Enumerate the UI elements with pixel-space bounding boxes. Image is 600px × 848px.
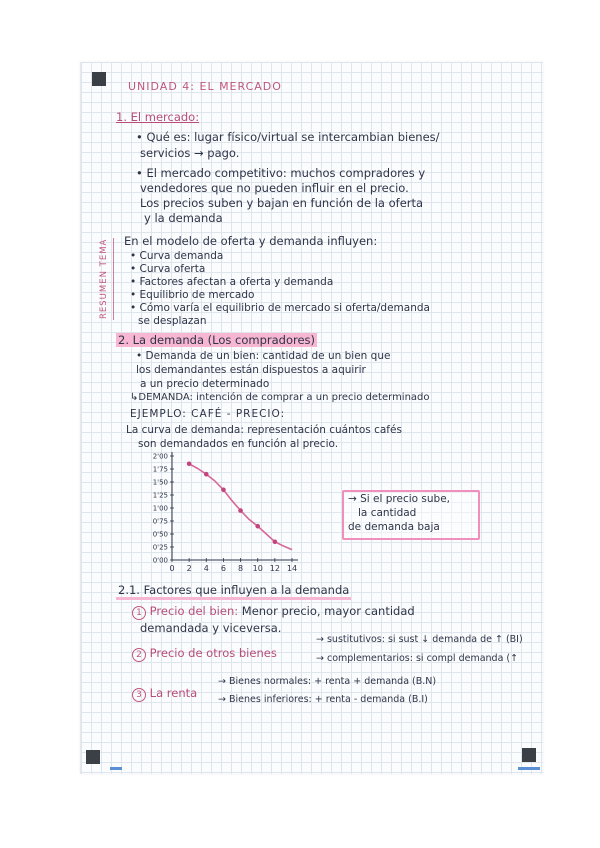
y-tick-label: 1'25 (152, 491, 168, 500)
callout-line1: → Si el precio sube, (348, 493, 451, 505)
chart-curve (189, 464, 292, 550)
y-tick-label: 1'75 (152, 465, 168, 474)
x-tick-label: 4 (203, 564, 209, 573)
callout-line3: de demanda baja (348, 521, 440, 533)
factor-3-title: La renta (149, 686, 198, 700)
s2-line1: • Demanda de un bien: cantidad de un bien que (136, 350, 391, 362)
x-tick-label: 14 (286, 564, 298, 573)
chart-ticks (153, 453, 297, 574)
resumen-item-5: • Cómo varía el equilibrio de mercado si oferta/demanda (130, 302, 430, 314)
s1-bullet2-line4: y la demanda (144, 211, 223, 225)
demand-point (187, 462, 192, 467)
y-tick-label: 0'00 (152, 556, 168, 565)
x-tick-label: 0 (169, 564, 175, 573)
curva-line2: son demandados en función al precio. (138, 438, 339, 450)
resumen-item-6: se desplazan (138, 315, 207, 327)
x-tick-label: 12 (269, 564, 280, 573)
s2-line3: a un precio determinado (140, 378, 270, 390)
factor-1-line2: demandada y viceversa. (140, 621, 282, 635)
callout-box (342, 490, 480, 540)
s2-line4: ↳DEMANDA: intención de comprar a un precio determinado (130, 392, 430, 403)
resumen-item-1: • Curva demanda (130, 250, 224, 262)
corner-marker-bottom-left (86, 750, 100, 764)
corner-marker-bottom-right (522, 748, 536, 762)
y-tick-label: 1'00 (152, 504, 168, 513)
y-tick-label: 2'00 (152, 452, 168, 461)
factor-3-normales: → Bienes normales: + renta + demanda (B.N) (218, 676, 437, 687)
y-tick-label: 1'50 (152, 478, 168, 487)
ejemplo-label: EJEMPLO: CAFÉ - PRECIO: (130, 408, 286, 420)
y-tick-label: 0'75 (152, 517, 168, 526)
section-2-heading-text: 2. La demanda (Los compradores) (118, 333, 316, 347)
blue-mark-right (518, 767, 540, 770)
y-tick-label: 0'25 (152, 543, 168, 552)
s1-bullet2-line1: • El mercado competitivo: muchos compradores y (136, 166, 426, 180)
s1-bullet2-line3: Los precios suben y bajan en función de la oferta (140, 196, 424, 210)
factor-2-sustitutivos: → sustitutivos: si sust ↓ demanda de ↑ (BI) (316, 634, 523, 645)
factor-2-title: Precio de otros bienes (149, 646, 277, 660)
x-tick-label: 8 (238, 564, 244, 573)
resumen-item-2: • Curva oferta (130, 263, 206, 275)
section-2-1-heading-text: 2.1. Factores que influyen a la demanda (116, 583, 351, 600)
factor-3-number: 3 (132, 688, 146, 702)
callout-line2: la cantidad (358, 507, 417, 519)
x-tick-label: 6 (220, 564, 226, 573)
factor-1 (132, 604, 415, 620)
factor-2-number: 2 (132, 648, 146, 662)
demand-curve-line (189, 464, 292, 550)
factor-3-inferiores: → Bienes inferiores: + renta - demanda (B.I) (218, 694, 428, 705)
resumen-item-4: • Equilibrio de mercado (130, 289, 255, 301)
s1-bullet1-line2: servicios → pago. (140, 146, 240, 160)
s1-bullet1-line1: • Qué es: lugar físico/virtual se intercambian bienes/ (136, 130, 440, 144)
factor-1-text: Menor precio, mayor cantidad (241, 604, 415, 618)
demand-point (221, 488, 226, 493)
demand-point (255, 524, 260, 529)
demand-point (238, 508, 243, 513)
demand-curve-chart (140, 448, 310, 580)
s2-line2: los demandantes están dispuestos a aquirir (136, 364, 366, 376)
factor-1-number: 1 (132, 606, 146, 620)
page-title: UNIDAD 4: EL MERCADO (128, 80, 282, 93)
s1-bullet2-line2: vendedores que no pueden influir en el precio. (140, 181, 409, 195)
demand-point (204, 472, 209, 477)
factor-2-complementarios: → complementarios: si compl demanda (↑ (316, 653, 519, 664)
factor-1-title: Precio del bien: (149, 604, 239, 618)
section-1-heading: 1. El mercado: (116, 110, 200, 124)
curva-line1: La curva de demanda: representación cuántos cafés (126, 424, 402, 436)
factor-3 (132, 686, 197, 702)
section-2-1-heading (116, 583, 351, 597)
resumen-side-label: RESUMEN TEMA (99, 238, 114, 320)
section-2-heading (116, 333, 317, 347)
x-tick-label: 2 (186, 564, 192, 573)
factor-2 (132, 646, 277, 662)
resumen-item-3: • Factores afectan a oferta y demanda (130, 276, 334, 288)
x-tick-label: 10 (252, 564, 263, 573)
blue-mark-left (110, 767, 122, 770)
corner-marker-top-left (92, 72, 106, 86)
resumen-intro: En el modelo de oferta y demanda influyen: (124, 234, 378, 248)
demand-point (273, 540, 278, 545)
y-tick-label: 0'50 (152, 530, 168, 539)
